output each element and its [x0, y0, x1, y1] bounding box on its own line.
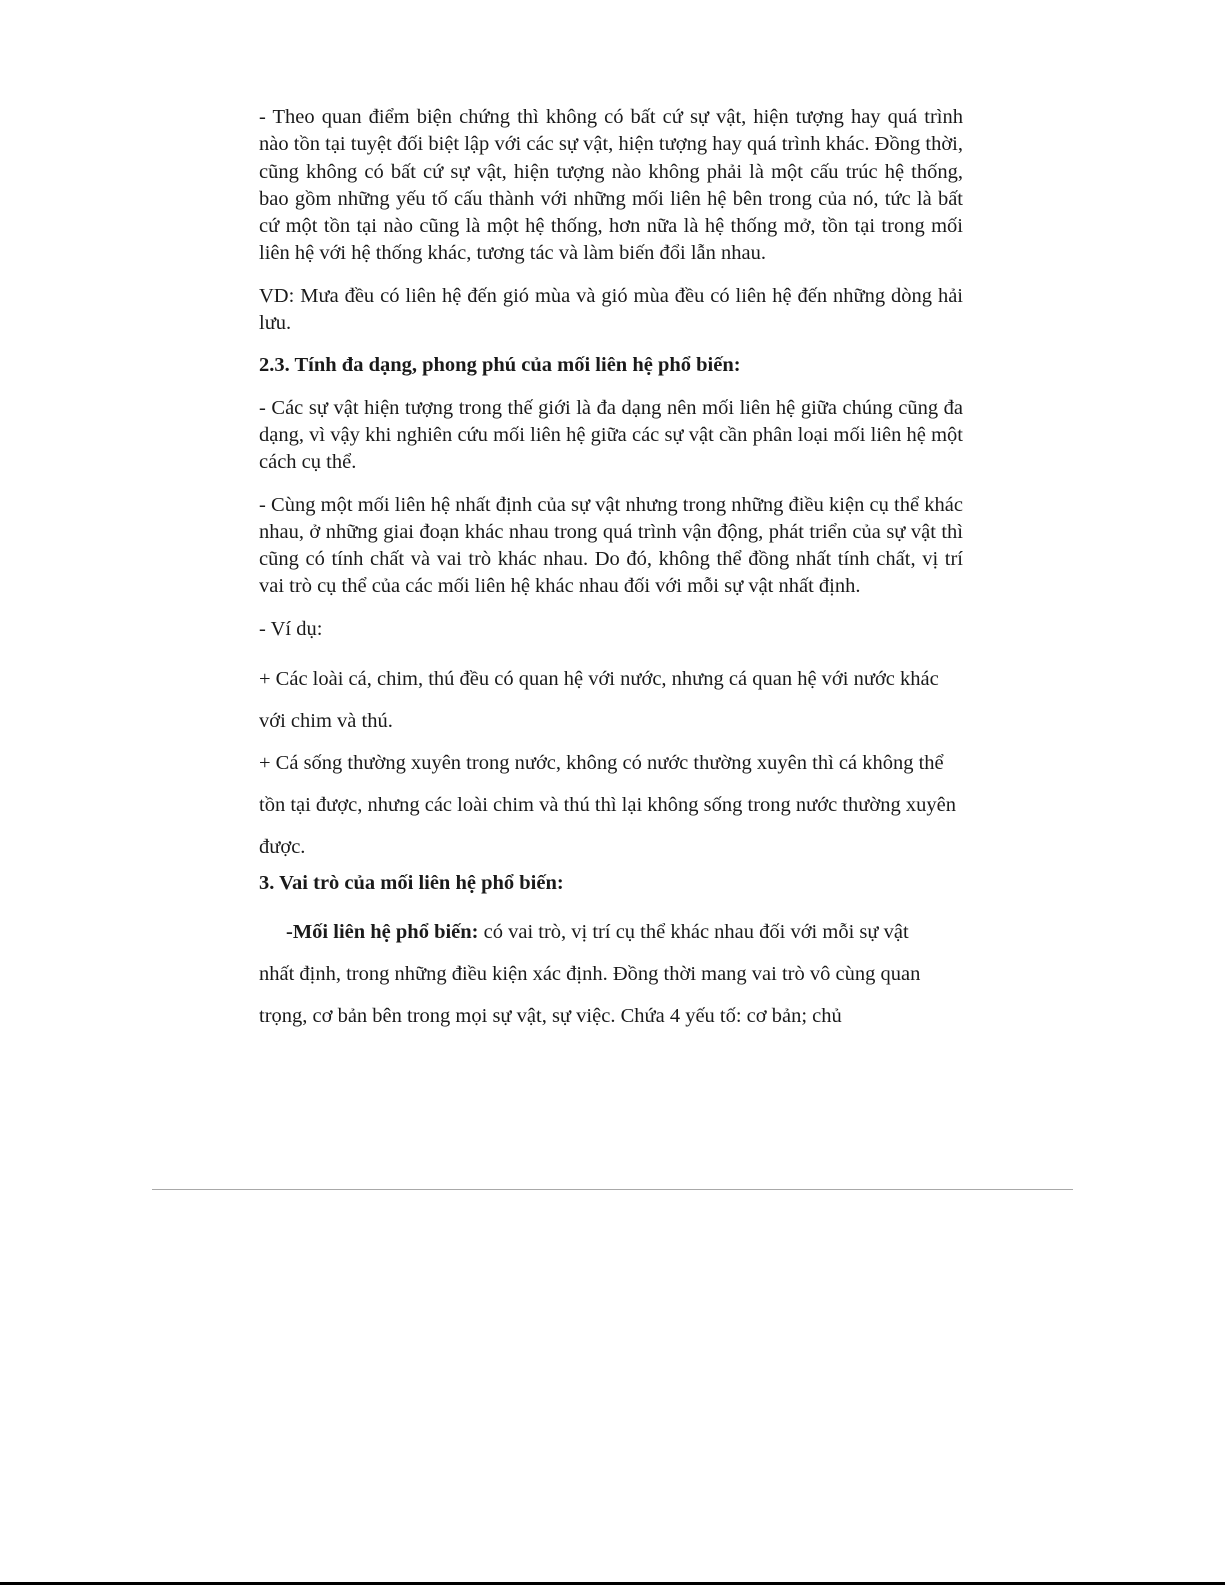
section-heading-2-3: 2.3. Tính đa dạng, phong phú của mối liên hệ phổ biến: [259, 354, 741, 377]
paragraph-dialectical-view: - Theo quan điểm biện chứng thì không có bất cứ sự vật, hiện tượng hay quá trình nào tồn tại tuyệt đối biệt lập với các sự vật, hiện tượng hay quá trình khác. Đồng thời, cũng không có bất cứ sự vật, hiện tượng nào không phải là một cấu trúc hệ thống, bao gồm những yếu tố cấu thành với những mối liên hệ bên trong của nó, tức là bất cứ một tồn tại nào cũng là một hệ thống, hơn nữa là hệ thống mở, tồn tại trong mối liên hệ với hệ thống khác, tương tác và làm biến đổi lẫn nhau. [259, 106, 963, 265]
paragraph-example-fish-water: + Cá sống thường xuyên trong nước, không có nước thường xuyên thì cá không thể tồn tại được, nhưng các loài chim và thú thì lại không sống trong nước thường xuyên được. [259, 752, 956, 859]
paragraph-example-label: - Ví dụ: [259, 617, 323, 640]
paragraph-example-fish-birds: + Các loài cá, chim, thú đều có quan hệ với nước, nhưng cá quan hệ với nước khác với chim và thú. [259, 668, 939, 733]
paragraph-same-relation: - Cùng một mối liên hệ nhất định của sự vật nhưng trong những điều kiện cụ thể khác nhau, ở những giai đoạn khác nhau trong quá trình vận động, phát triển của sự vật thì cũng có tính chất và vai trò khác nhau. Do đó, không thể đồng nhất tính chất, vị trí vai trò cụ thể của các mối liên hệ khác nhau đối với mỗi sự vật nhất định. [259, 493, 963, 598]
page-content [259, 104, 963, 1037]
section-heading-3: 3. Vai trò của mối liên hệ phổ biến: [259, 872, 564, 895]
role-description: có vai trò, vị trí cụ thể khác nhau đối với mỗi sự vật nhất định, trong những điều kiện xác định. Đồng thời mang vai trò vô cùng quan trọng, cơ bản bên trong mọi sự vật, sự việc. Chứa 4 yếu tố: cơ bản; chủ [259, 921, 921, 1028]
paragraph-diversity: - Các sự vật hiện tượng trong thế giới là đa dạng nên mối liên hệ giữa chúng cũng đa dạng, vì vậy khi nghiên cứu mối liên hệ giữa các sự vật cần phân loại mối liên hệ một cách cụ thể. [259, 396, 963, 474]
paragraph-example-monsoon: VD: Mưa đều có liên hệ đến gió mùa và gió mùa đều có liên hệ đến những dòng hải lưu. [259, 284, 963, 335]
paragraph-role [259, 911, 929, 1037]
role-term: -Mối liên hệ phổ biến: [286, 921, 479, 944]
page-divider [152, 1189, 1073, 1190]
